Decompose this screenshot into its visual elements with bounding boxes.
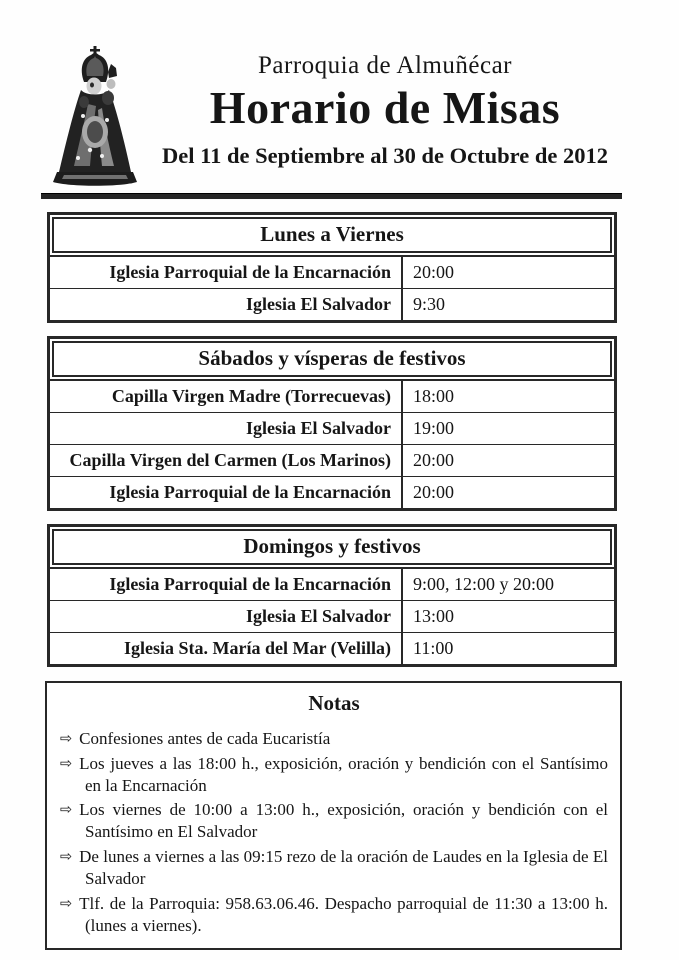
arrow-bullet-icon: ⇨ — [60, 755, 73, 772]
parish-name: Parroquia de Almuñécar — [258, 52, 512, 79]
table-title: Sábados y vísperas de festivos — [52, 341, 612, 377]
mass-time: 18:00 — [413, 385, 455, 406]
table-row — [50, 412, 614, 444]
page-title: Horario de Misas — [209, 82, 561, 133]
mass-time: 20:00 — [413, 449, 455, 470]
note-item — [60, 799, 608, 843]
church-name: Iglesia Parroquial de la Encarnación — [50, 257, 403, 288]
mass-time: 13:00 — [413, 605, 455, 626]
schedule-table-saturdays — [47, 336, 617, 511]
church-name: Capilla Virgen Madre (Torrecuevas) — [50, 381, 403, 412]
table-row — [50, 381, 614, 412]
mass-time: 9:30 — [413, 293, 446, 314]
schedule-table-sundays — [47, 524, 617, 667]
arrow-bullet-icon: ⇨ — [60, 731, 73, 747]
church-name: Iglesia El Salvador — [50, 289, 403, 320]
table-row — [50, 288, 614, 320]
note-item — [60, 753, 608, 797]
arrow-bullet-icon: ⇨ — [60, 802, 73, 819]
note-item — [60, 893, 608, 937]
note-text: Tlf. de la Parroquia: 958.63.06.46. Despacho parroquial de 11:30 a 13:00 h. (lunes a viernes). — [79, 893, 608, 935]
date-range: Del 11 de Septiembre al 30 de Octubre de 2012 — [161, 142, 608, 168]
church-name: Capilla Virgen del Carmen (Los Marinos) — [50, 445, 403, 476]
note-text: Confesiones antes de cada Eucaristía — [79, 729, 331, 748]
table-row — [50, 569, 614, 600]
church-name: Iglesia Parroquial de la Encarnación — [50, 477, 403, 508]
church-name: Iglesia Sta. María del Mar (Velilla) — [50, 633, 403, 664]
table-row — [50, 600, 614, 632]
table-title: Domingos y festivos — [52, 529, 612, 565]
arrow-bullet-icon: ⇨ — [60, 895, 73, 912]
virgin-statue-image — [50, 46, 140, 188]
table-title: Lunes a Viernes — [52, 217, 612, 253]
church-name: Iglesia El Salvador — [50, 413, 403, 444]
church-name: Iglesia El Salvador — [50, 601, 403, 632]
notes-list — [60, 728, 608, 937]
table-row — [50, 444, 614, 476]
table-rows — [50, 379, 614, 508]
table-row — [50, 632, 614, 664]
mass-time: 19:00 — [413, 417, 455, 438]
note-text: Los viernes de 10:00 a 13:00 h., exposición, oración y bendición con el Santísimo en El Salvador — [79, 800, 608, 842]
note-text: Los jueves a las 18:00 h., exposición, oración y bendición con el Santísimo en la Encarnación — [79, 753, 608, 795]
schedule-table-weekdays — [47, 212, 617, 323]
mass-time: 9:00, 12:00 y 20:00 — [413, 573, 555, 594]
mass-time: 11:00 — [413, 637, 454, 658]
arrow-bullet-icon: ⇨ — [60, 848, 73, 865]
notes-box — [45, 681, 622, 950]
note-text: De lunes a viernes a las 09:15 rezo de la oración de Laudes en la Iglesia de El Salvador — [79, 846, 608, 889]
table-rows — [50, 567, 614, 664]
document-header — [0, 0, 679, 184]
notes-title: Notas — [308, 691, 360, 715]
table-row — [50, 257, 614, 288]
table-rows — [50, 255, 614, 320]
table-row — [50, 476, 614, 508]
note-item — [60, 728, 608, 750]
header-text-block — [150, 44, 620, 169]
mass-time: 20:00 — [413, 261, 455, 282]
header-divider-rule — [41, 193, 622, 199]
mass-time: 20:00 — [413, 481, 455, 502]
church-name: Iglesia Parroquial de la Encarnación — [50, 569, 403, 600]
note-item — [60, 846, 608, 890]
